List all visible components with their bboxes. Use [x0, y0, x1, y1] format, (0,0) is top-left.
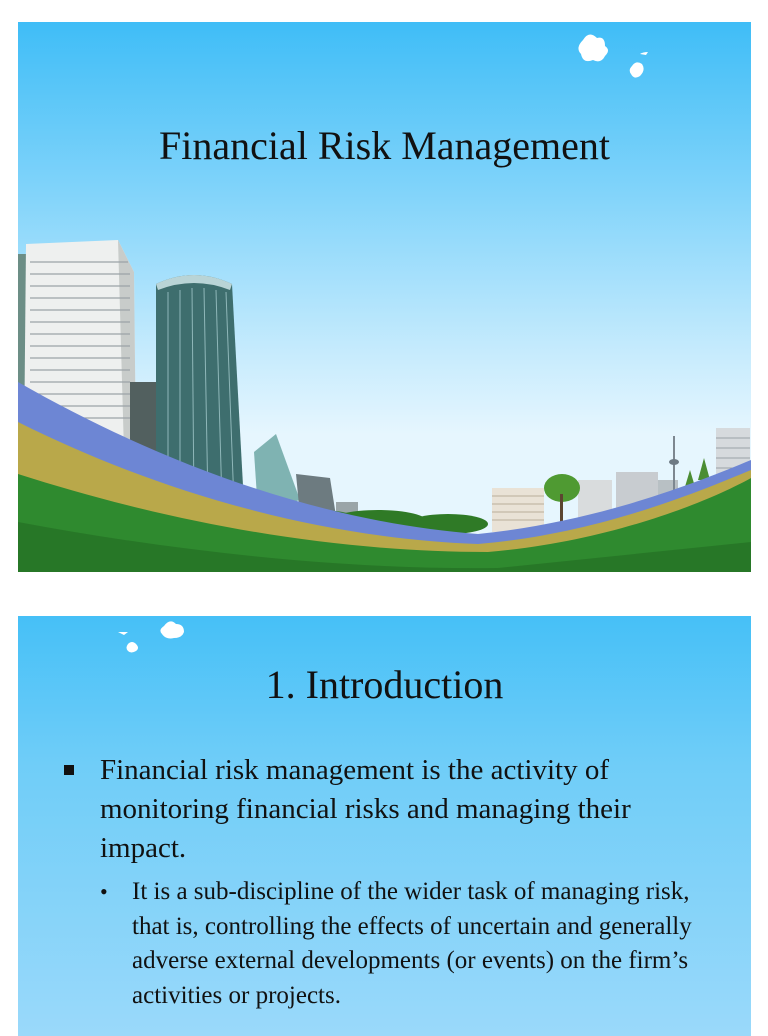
bullet-text: Financial risk management is the activity of monitoring financial risks and managing their impact. — [100, 754, 631, 864]
sub-bullet-item — [58, 875, 718, 1013]
round-bullet-icon: • — [100, 879, 108, 904]
bullet-list — [58, 751, 718, 1013]
title-slide — [18, 22, 751, 572]
content-slide — [18, 616, 751, 1036]
sub-bullet-text: It is a sub-discipline of the wider task of managing risk, that is, controlling the effects of uncertain and generally adverse external developments (or events) on the firm’s activities or projects. — [132, 878, 692, 1009]
cloud-icon — [578, 34, 648, 77]
bullet-item — [58, 751, 718, 868]
slide-title: Financial Risk Management — [158, 123, 610, 168]
slide-title: 1. Introduction — [265, 662, 504, 707]
city-skyline-image — [18, 22, 751, 572]
square-bullet-icon — [64, 765, 74, 775]
